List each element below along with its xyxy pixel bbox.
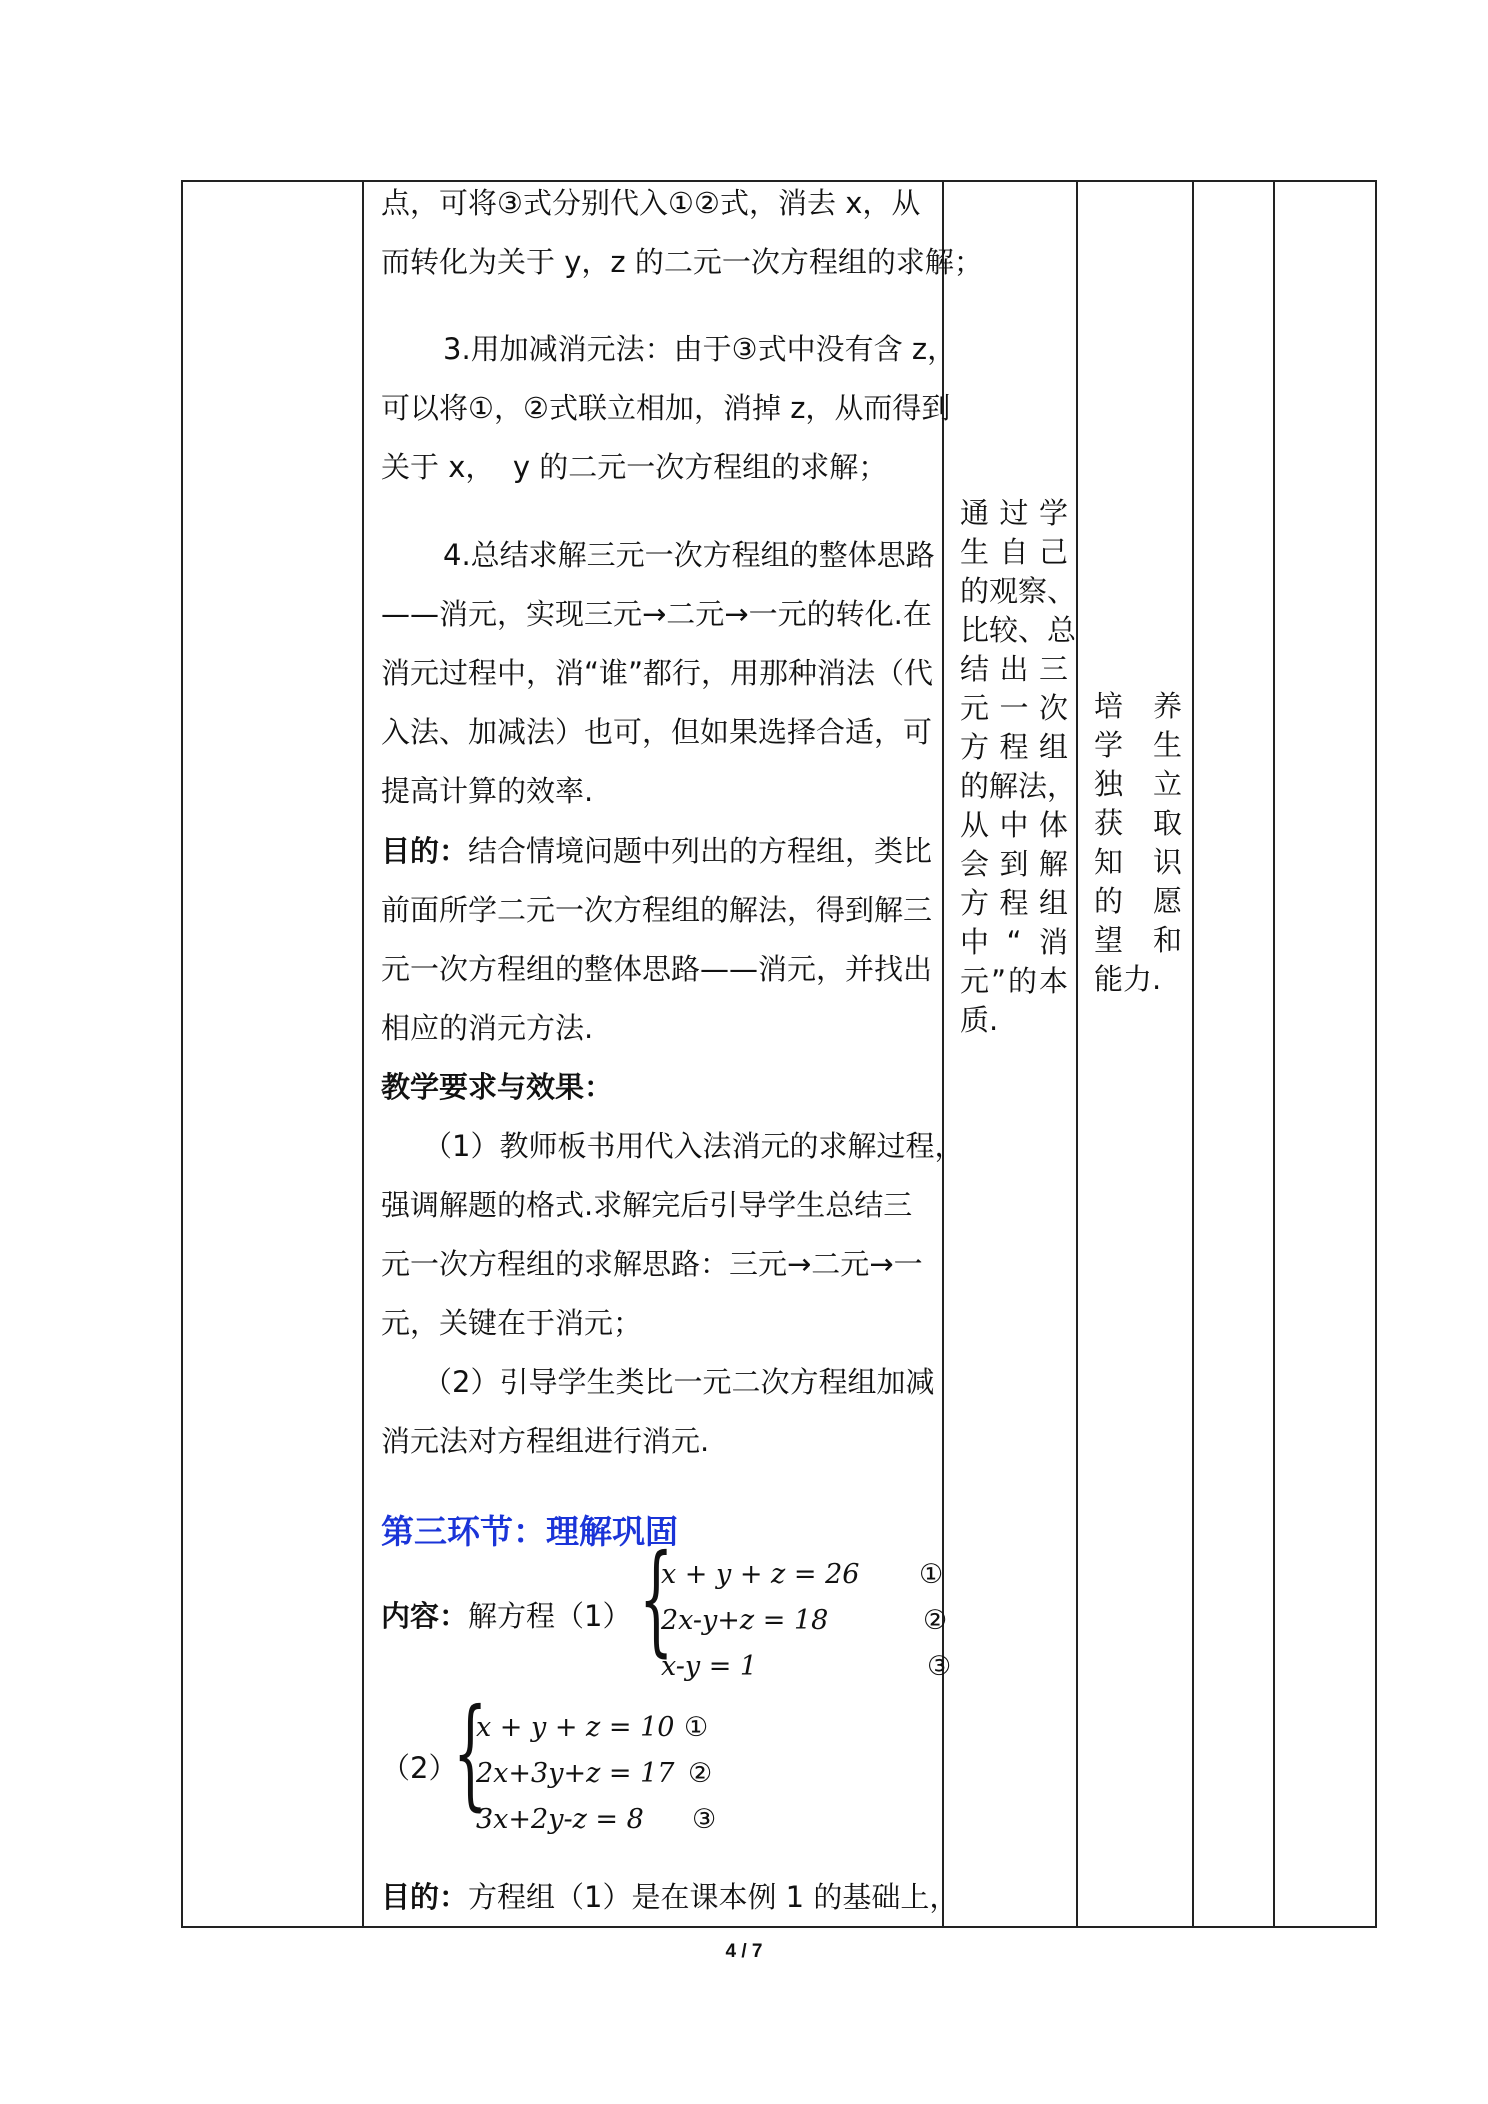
text-line: [381, 822, 932, 881]
equation-number: ③: [927, 1651, 952, 1682]
column-divider: [1273, 182, 1275, 1926]
content-text: 解方程（1）: [468, 1599, 632, 1633]
text-line: 望 和: [1094, 923, 1182, 957]
text-line: 相应的消元方法.: [381, 1011, 594, 1045]
text-line: 提高计算的效率.: [381, 774, 594, 808]
left-brace-icon: {: [639, 1530, 674, 1669]
column-divider: [1076, 182, 1078, 1926]
purpose-text: 结合情境问题中列出的方程组，类比: [468, 834, 933, 868]
column-divider: [1192, 182, 1194, 1926]
text-line: 元，关键在于消元；: [381, 1306, 643, 1340]
text-line: （1）教师板书用代入法消元的求解过程，: [423, 1129, 964, 1163]
teaching-process-cell: [381, 182, 983, 1926]
equation: x + y + z = 26: [661, 1559, 860, 1590]
text-line: （2）引导学生类比一元二次方程组加减: [423, 1365, 935, 1399]
text-line: 强调解题的格式.求解完后引导学生总结三: [381, 1188, 913, 1222]
text-line: ——消元，实现三元→二元→一元的转化.在: [381, 597, 932, 631]
text-line: 中“消: [960, 925, 1068, 959]
section-heading: 第三环节：理解巩固: [381, 1512, 678, 1551]
text-line: 元一次: [960, 691, 1068, 725]
text-line: 的观察、: [960, 574, 1077, 608]
equation: 2x+3y+z = 17: [476, 1758, 675, 1789]
design-intent-cell: [1094, 687, 1182, 999]
text-line: 元一次方程组的求解思路：三元→二元→一: [381, 1247, 923, 1281]
text-line: 从中体: [960, 808, 1068, 842]
equation-system-1: [661, 1552, 961, 1692]
purpose-text: 方程组（1）是在课本例 1 的基础上，: [468, 1880, 959, 1914]
text-line: 而转化为关于 y，z 的二元一次方程组的求解；: [381, 245, 983, 279]
text-line: 4.总结求解三元一次方程组的整体思路: [443, 538, 935, 572]
equation: 2x-y+z = 18: [661, 1605, 829, 1636]
content-line: [381, 1587, 631, 1646]
text-line: 入法、加减法）也可，但如果选择合适，可: [381, 715, 933, 749]
text-line: 比较、总: [960, 613, 1077, 647]
purpose-label: 目的：: [381, 834, 469, 868]
text-line: 结出三: [960, 652, 1068, 686]
column-divider: [362, 182, 364, 1926]
text-line: 方程组: [960, 730, 1068, 764]
text-line: 3.用加减消元法：由于③式中没有含 z，: [443, 332, 957, 366]
content-label: 内容：: [381, 1599, 469, 1633]
text-line: 点，可将③式分别代入①②式，消去 x，从: [381, 186, 921, 220]
text-line: 培 养: [1094, 689, 1182, 723]
requirements-heading: 教学要求与效果：: [381, 1070, 614, 1104]
text-line: 学 生: [1094, 728, 1182, 762]
purpose-label: 目的：: [381, 1880, 469, 1914]
text-line: 方程组: [960, 886, 1068, 920]
text-line: 的解法，: [960, 769, 1077, 803]
text-line: 会到解: [960, 847, 1068, 881]
system2-label: （2）: [381, 1751, 458, 1785]
text-line: 质.: [960, 1003, 999, 1037]
equation: x + y + z = 10: [476, 1712, 675, 1743]
equation-number: ②: [923, 1605, 948, 1636]
text-line: 通过学: [960, 496, 1068, 530]
text-line: 获 取: [1094, 806, 1182, 840]
equation: 3x+2y-z = 8: [476, 1804, 644, 1835]
text-line: 能力.: [1094, 962, 1162, 996]
text-line: 关于 x， y 的二元一次方程组的求解；: [381, 450, 888, 484]
equation: x-y = 1: [661, 1651, 758, 1682]
text-line: [381, 1868, 958, 1927]
left-brace-icon: {: [453, 1684, 488, 1823]
text-line: 元”的本: [960, 964, 1068, 998]
equation-number: ①: [684, 1712, 709, 1743]
equation-number: ②: [688, 1758, 713, 1789]
equation-system-2: [476, 1705, 776, 1845]
text-line: 的 愿: [1094, 884, 1182, 918]
text-line: 前面所学二元一次方程组的解法，得到解三: [381, 893, 933, 927]
text-line: 生自己: [960, 535, 1068, 569]
text-line: 消元过程中，消“谁”都行，用那种消法（代: [381, 656, 934, 690]
equation-number: ③: [692, 1804, 717, 1835]
text-line: 消元法对方程组进行消元.: [381, 1424, 710, 1458]
equation-number: ①: [919, 1559, 944, 1590]
page-number: 4 / 7: [725, 1941, 763, 1962]
lesson-plan-table: [181, 180, 1377, 1928]
text-line: 独 立: [1094, 767, 1182, 801]
text-line: 元一次方程组的整体思路——消元，并找出: [381, 952, 933, 986]
student-activity-cell: [960, 494, 1077, 1040]
text-line: 知 识: [1094, 845, 1182, 879]
text-line: 可以将①，②式联立相加，消掉 z，从而得到: [381, 391, 951, 425]
